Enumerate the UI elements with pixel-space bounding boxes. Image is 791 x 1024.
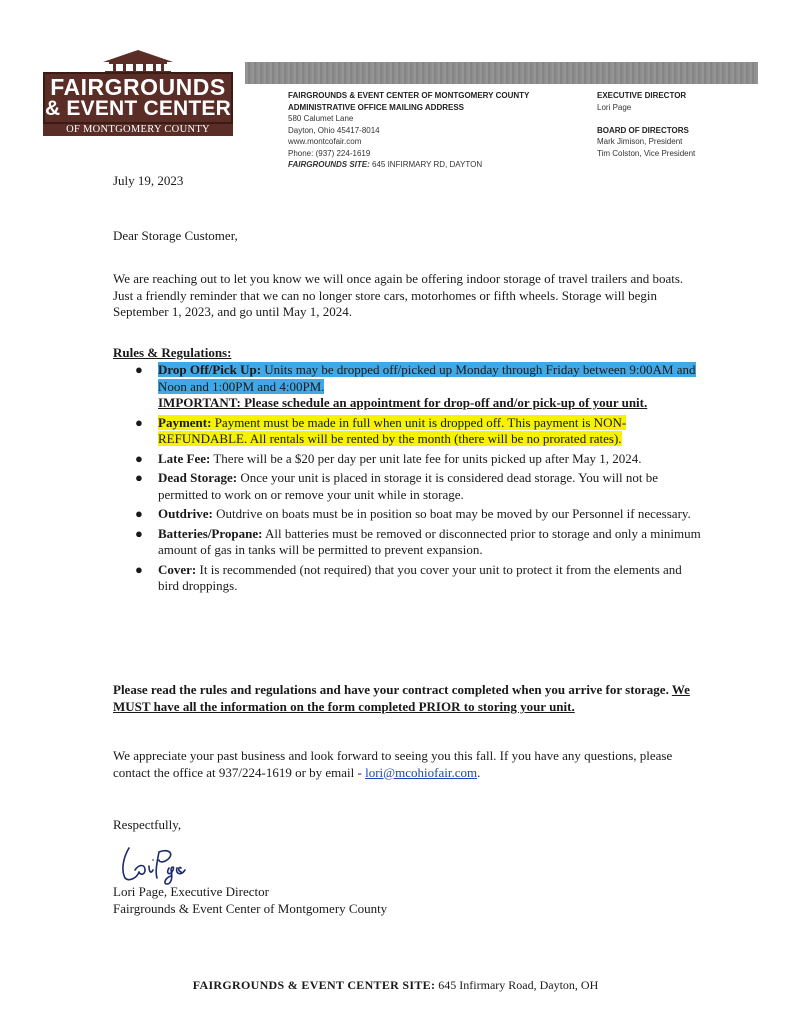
closing-note-emphasis: We MUST have all the information on the form completed PRIOR to storing your unit. — [113, 682, 690, 714]
signer-name: Lori Page, Executive Director — [113, 884, 269, 899]
site-address: 645 INFIRMARY RD, DAYTON — [372, 160, 483, 169]
logo-line-2: & EVENT CENTER — [45, 97, 231, 120]
rule-key: Dead Storage: — [158, 470, 238, 485]
site-line — [288, 159, 529, 171]
logo-line-3: OF MONTGOMERY COUNTY — [43, 124, 233, 136]
bullet-icon: ● — [135, 450, 143, 466]
rule-dead-storage — [113, 470, 703, 503]
sign-off: Respectfully, — [113, 817, 182, 832]
rule-key: Cover: — [158, 561, 197, 577]
rule-payment — [113, 415, 703, 448]
closing-note — [113, 681, 693, 715]
board-member-1: Mark Jimison, President — [597, 137, 683, 146]
rule-text: Outdrive on boats must be in position so boat may be moved by our Personnel if necessary. — [216, 506, 691, 521]
rule-batteries — [113, 526, 703, 559]
rule-text: All batteries must be removed or disconnected prior to storage and only a minimum amount of gas in tanks will be permitted to prevent expansion. — [158, 525, 701, 557]
rule-text: It is recommended (not required) that you cover your unit to protect it from the elements and bird droppings. — [158, 561, 682, 593]
rule-key: Outdrive: — [158, 506, 213, 521]
bullet-icon: ● — [135, 506, 143, 521]
letter-date: July 19, 2023 — [113, 173, 184, 188]
logo-panel — [43, 72, 233, 124]
rule-text: Units may be dropped off/picked up Monday through Friday between 9:00AM and Noon and 1:00PM and 4:00PM. — [158, 362, 696, 394]
rule-text: Payment must be made in full when unit is dropped off. This payment is NON-REFUNDABLE. All rentals will be rented by the month (there will be no prorated rates). — [158, 414, 627, 446]
board-member-2: Tim Colston, Vice President — [597, 148, 696, 158]
site-label: FAIRGROUNDS SITE: — [288, 160, 370, 169]
bullet-icon: ● — [135, 525, 143, 541]
rule-key: Late Fee: — [158, 450, 211, 466]
thanks-suffix: . — [477, 764, 481, 780]
office-street: 580 Calumet Lane — [288, 114, 354, 123]
rules-list — [113, 362, 703, 595]
office-phone: Phone: (937) 224-1619 — [288, 148, 371, 158]
rule-key: Payment: — [158, 414, 212, 430]
rule-text: Once your unit is placed in storage it is considered dead storage. You will not be permitted to work on or remove your unit while in storage. — [158, 470, 659, 502]
footer — [0, 978, 791, 993]
rules-heading: Rules & Regulations: — [113, 345, 232, 360]
letterhead-bar — [245, 62, 758, 84]
rule-drop-off — [113, 362, 703, 412]
office-address-block — [288, 90, 529, 171]
exec-title: EXECUTIVE DIRECTOR — [597, 91, 687, 100]
rule-outdrive — [113, 506, 703, 523]
spacer — [597, 113, 695, 125]
rule-highlight — [158, 362, 696, 394]
logo-line-1: FAIRGROUNDS — [50, 74, 226, 100]
office-website: www.montcofair.com — [288, 137, 362, 146]
org-name: FAIRGROUNDS & EVENT CENTER OF MONTGOMERY COUNTY — [288, 91, 530, 100]
footer-label: FAIRGROUNDS & EVENT CENTER SITE: — [192, 978, 436, 992]
rule-highlight — [158, 415, 626, 447]
rule-key: Drop Off/Pick Up: — [158, 362, 262, 377]
rule-late-fee — [113, 451, 703, 468]
email-link[interactable]: lori@mcohiofair.com — [365, 764, 478, 780]
exec-name: Lori Page — [597, 102, 632, 112]
rule-cover — [113, 562, 703, 595]
thanks-text: We appreciate your past business and look forward to seeing you this fall. If you have any questions, please contact the office at 937/224-1619 or by email - — [113, 748, 673, 780]
salutation: Dear Storage Customer, — [113, 228, 238, 243]
thanks-paragraph — [113, 748, 713, 781]
closing-note-text: Please read the rules and regulations and have your contract completed when you arrive for storage. — [113, 682, 669, 697]
bullet-icon: ● — [135, 470, 143, 485]
handwritten-signature — [115, 838, 195, 886]
intro-paragraph: We are reaching out to let you know we will once again be offering indoor storage of travel trailers and boats. Just a friendly reminder that we can no longer store cars, motorhomes or fifth wheels. Storage will begin September 1, 2023, and go until May 1, 2024. — [113, 271, 684, 319]
footer-address: 645 Infirmary Road, Dayton, OH — [438, 978, 599, 992]
fairgrounds-logo — [43, 48, 233, 136]
rule-note: IMPORTANT: Please schedule an appointment for drop-off and/or pick-up of your unit. — [158, 395, 648, 410]
board-title: BOARD OF DIRECTORS — [597, 125, 689, 135]
rule-text: There will be a $20 per day per unit late fee for units picked up after May 1, 2024. — [213, 450, 642, 466]
bullet-icon: ● — [135, 362, 143, 377]
rule-key: Batteries/Propane: — [158, 525, 263, 541]
grandstand-roof-icon — [43, 48, 233, 74]
executive-block — [597, 90, 695, 159]
office-label: ADMINISTRATIVE OFFICE MAILING ADDRESS — [288, 102, 464, 112]
bullet-icon: ● — [135, 561, 143, 577]
bullet-icon: ● — [135, 414, 143, 430]
office-city: Dayton, Ohio 45417-8014 — [288, 125, 380, 135]
signer-org: Fairgrounds & Event Center of Montgomery County — [113, 901, 388, 916]
